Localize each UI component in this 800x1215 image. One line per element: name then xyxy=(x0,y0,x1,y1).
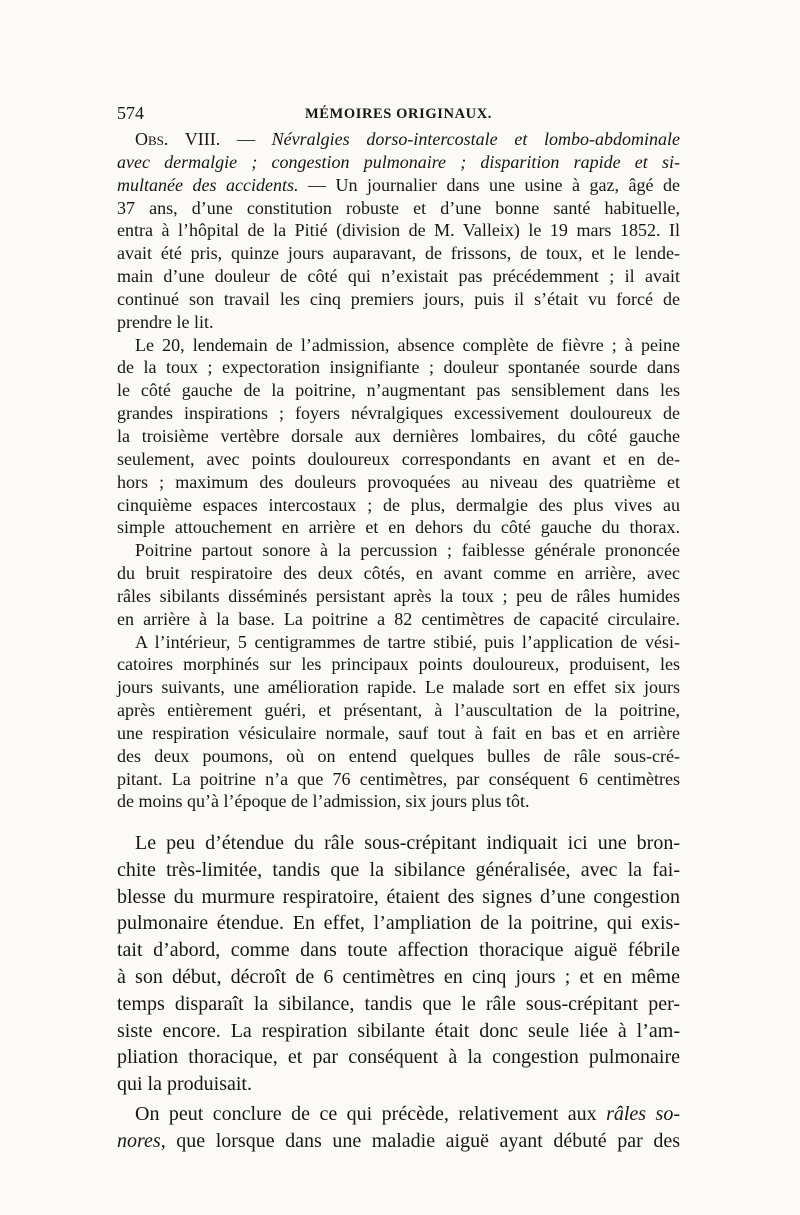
text-line: qui la produisait. xyxy=(117,1073,252,1096)
text-line xyxy=(117,174,680,197)
text-line: à son début, décroît de 6 centimètres en cinq jours ; et en même xyxy=(117,965,680,988)
text-line: Poitrine partout sonore à la percussion ; faiblesse générale prononcée xyxy=(135,540,680,561)
text-line: prendre le lit. xyxy=(117,311,214,332)
text-line: pliation thoracique, et par conséquent à la congestion pulmonaire xyxy=(117,1046,680,1069)
text-line: avec dermalgie ; congestion pulmonaire ; disparition rapide et si- xyxy=(117,151,680,172)
text-line: le côté gauche de la poitrine, n’augmentant pas sensiblement dans les xyxy=(117,380,680,401)
text-segment: On peut conclure de ce qui précède, relativement aux xyxy=(135,1102,607,1125)
observation-paragraph xyxy=(117,631,680,814)
observation-paragraph xyxy=(117,128,680,334)
observation-paragraph xyxy=(117,539,680,630)
text-line: jours suivants, une amélioration rapide. Le malade sort en effet six jours xyxy=(117,677,680,698)
observation-text xyxy=(117,128,680,813)
text-line: seulement, avec points douloureux correspondants en avant et en de- xyxy=(117,448,680,469)
page-number: 574 xyxy=(117,103,144,123)
text-line: catoires morphinés sur les principaux points douloureux, produisent, les xyxy=(117,654,680,675)
text-line: Le peu d’étendue du râle sous-crépitant indiquait ici une bron- xyxy=(135,832,680,854)
text-line: siste encore. La respiration sibilante était donc seule liée à l’am- xyxy=(117,1019,680,1042)
commentary-text xyxy=(117,830,680,1155)
text-line: grandes inspirations ; foyers névralgiques excessivement douloureux de xyxy=(117,403,680,424)
text-line: main d’une douleur de côté qui n’existait pas précédemment ; il avait xyxy=(117,266,680,287)
text-line: des deux poumons, où on entend quelques bulles de râle sous-cré- xyxy=(117,745,680,766)
italic-term: nores xyxy=(117,1129,161,1152)
commentary-paragraph xyxy=(117,1101,680,1155)
text-line: de la toux ; expectoration insignifiante ; douleur spontanée sourde dans xyxy=(117,357,680,378)
text-line: tait d’abord, comme dans toute affection thoracique aiguë fébrile xyxy=(117,939,680,962)
text-segment: — Un journalier dans une usine à gaz, âgé de xyxy=(298,174,680,195)
text-line xyxy=(117,1101,680,1128)
text-line: de moins qu’à l’époque de l’admission, six jours plus tôt. xyxy=(117,791,530,812)
text-line: cinquième espaces intercostaux ; de plus, dermalgie des plus vives au xyxy=(117,494,680,515)
text-line: pitant. La poitrine n’a que 76 centimètres, par conséquent 6 centimètres xyxy=(117,768,680,789)
text-line: en arrière à la base. La poitrine a 82 centimètres de capacité circulaire. xyxy=(117,608,680,629)
text-line: blesse du murmure respiratoire, étaient des signes d’une congestion xyxy=(117,885,680,908)
italic-term: râles so- xyxy=(606,1102,680,1125)
text-line xyxy=(117,128,680,151)
observation-paragraph xyxy=(117,334,680,540)
text-line: A l’intérieur, 5 centigrammes de tartre stibié, puis l’application de vési- xyxy=(135,631,680,652)
text-line: 37 ans, d’une constitution robuste et d’une bonne santé habituelle, xyxy=(117,197,680,218)
running-title: MÉMOIRES ORIGINAUX. xyxy=(304,106,493,122)
text-line: la troisième vertèbre dorsale aux dernières lombaires, du côté gauche xyxy=(117,425,680,446)
text-line: Le 20, lendemain de l’admission, absence complète de fièvre ; à peine xyxy=(135,334,680,355)
dash: — xyxy=(220,129,272,149)
text-line: entra à l’hôpital de la Pitié (division de M. Valleix) le 19 mars 1852. Il xyxy=(117,220,680,241)
text-line: chite très-limitée, tandis que la sibilance généralisée, avec la fai- xyxy=(117,858,680,881)
commentary-paragraph xyxy=(117,830,680,1098)
text-line: après entièrement guéri, et présentant, à l’auscultation de la poitrine, xyxy=(117,700,680,721)
text-line: du bruit respiratoire des deux côtés, en avant comme en arrière, avec xyxy=(117,563,680,584)
observation-title: multanée des accidents. xyxy=(117,174,299,195)
text-line xyxy=(117,1128,680,1155)
text-line: simple attouchement en arrière et en dehors du côté gauche du thorax. xyxy=(117,517,680,538)
text-segment: , que lorsque dans une maladie aiguë ayant débuté par des xyxy=(160,1129,680,1152)
text-line: hors ; maximum des douleurs provoquées au niveau des quatrième et xyxy=(117,471,680,492)
observation-title: Névralgies dorso-intercostale et lombo-abdominale xyxy=(271,129,680,149)
text-line: une respiration vésiculaire normale, sauf tout à fait en bas et en arrière xyxy=(117,722,680,743)
observation-label: Obs. VIII. xyxy=(135,129,221,149)
text-line: râles sibilants disséminés persistant après la toux ; peu de râles humides xyxy=(117,585,680,606)
text-line: temps disparaît la sibilance, tandis que le râle sous-crépitant per- xyxy=(117,992,680,1015)
text-line: avait été pris, quinze jours auparavant, de frissons, de toux, et le lende- xyxy=(117,243,680,264)
text-line: continué son travail les cinq premiers jours, puis il s’était vu forcé de xyxy=(117,288,680,309)
text-line: pulmonaire étendue. En effet, l’ampliation de la poitrine, qui exis- xyxy=(117,912,680,935)
